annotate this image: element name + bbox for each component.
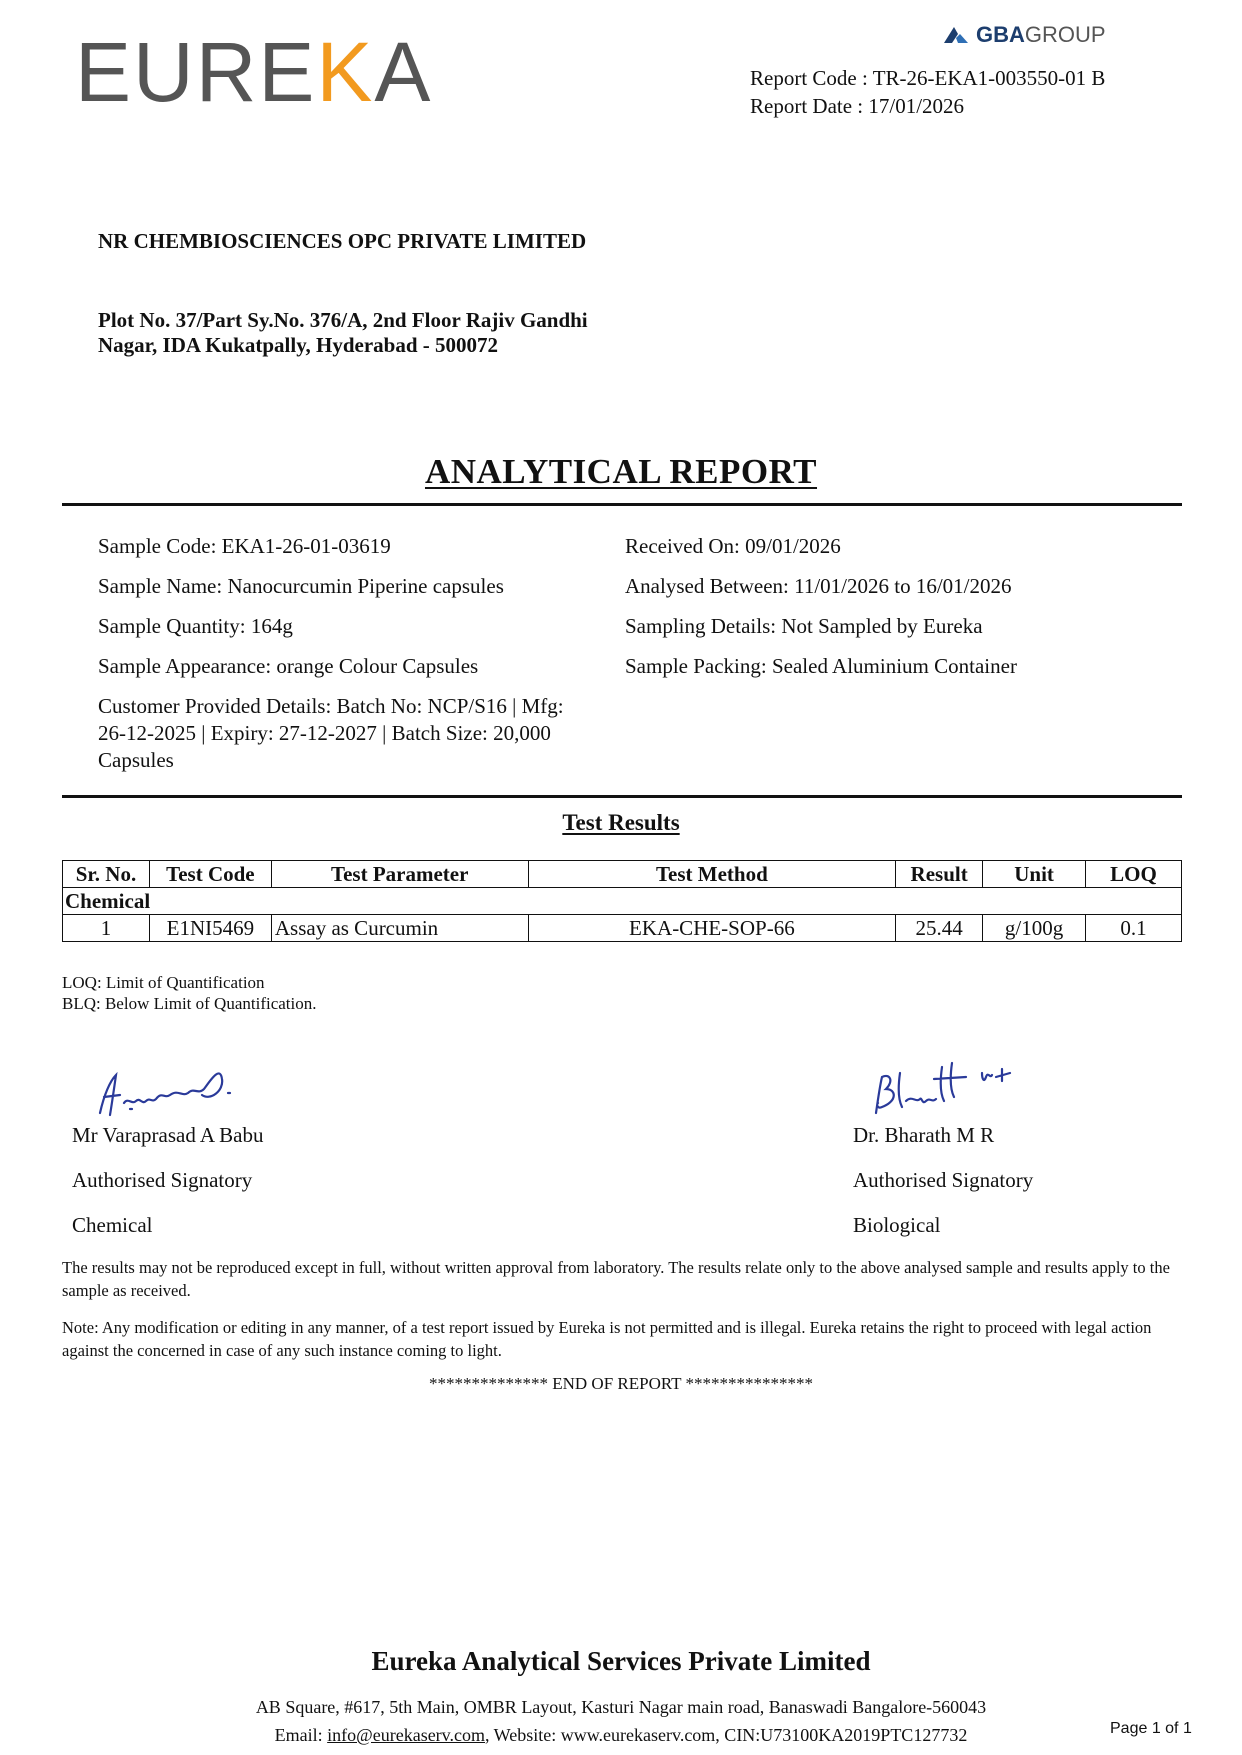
footer-address: AB Square, #617, 5th Main, OMBR Layout, Kasturi Nagar main road, Banaswadi Bangalore-560043 (255, 1697, 987, 1717)
footer-contact: Email: info@eurekaserv.com, Website: www.eurekaserv.com, CIN:U73100KA2019PTC127732 (274, 1725, 968, 1745)
cell-sr-no: 1 (63, 915, 150, 942)
signatory-right-role: Authorised Signatory (853, 1168, 1034, 1192)
header-result: Result (896, 861, 983, 888)
category-label: Chemical (63, 888, 1182, 915)
sample-packing: Sample Packing: Sealed Aluminium Container (625, 654, 1017, 678)
signatory-left-role: Authorised Signatory (72, 1168, 253, 1192)
divider (62, 795, 1182, 798)
gba-mark-icon (942, 25, 970, 45)
footer-company: Eureka Analytical Services Private Limited (371, 1646, 871, 1676)
report-meta (750, 64, 1105, 120)
legend-blq: BLQ: Below Limit of Quantification. (62, 994, 317, 1013)
results-table (62, 860, 1182, 942)
report-date: Report Date : 17/01/2026 (750, 94, 965, 118)
divider (62, 503, 1182, 506)
client-address: Plot No. 37/Part Sy.No. 376/A, 2nd Floor Rajiv Gandhi Nagar, IDA Kukatpally, Hyderabad - 500072 (98, 308, 588, 357)
eureka-logo: EUREKA (75, 25, 433, 119)
header-loq: LOQ (1086, 861, 1182, 888)
cell-test-parameter: Assay as Curcumin (271, 915, 528, 942)
report-title: ANALYTICAL REPORT (424, 452, 818, 491)
table-row (63, 915, 1182, 942)
cell-loq: 0.1 (1086, 915, 1182, 942)
header-unit: Unit (983, 861, 1086, 888)
disclaimer-note: Note: Any modification or editing in any manner, of a test report issued by Eureka is not permitted and is illegal. Eureka retains the right to proceed with legal action against the concerned in case of any such instance coming to light. (62, 1318, 1152, 1360)
received-on: Received On: 09/01/2026 (625, 534, 841, 558)
header-test-method: Test Method (528, 861, 896, 888)
footer-address-block (0, 1693, 1242, 1749)
sample-code: Sample Code: EKA1-26-01-03619 (98, 534, 391, 558)
page-number: Page 1 of 1 (1110, 1720, 1192, 1737)
cell-unit: g/100g (983, 915, 1086, 942)
signatory-right (853, 1113, 1033, 1248)
client-name: NR CHEMBIOSCIENCES OPC PRIVATE LIMITED (98, 229, 587, 253)
signatory-left (72, 1113, 264, 1248)
gba-group-logo: GBAGROUP (942, 22, 1106, 48)
signatory-right-dept: Biological (853, 1213, 941, 1237)
cell-result: 25.44 (896, 915, 983, 942)
signatory-left-dept: Chemical (72, 1213, 153, 1237)
footer-email-link[interactable]: info@eurekaserv.com (327, 1725, 485, 1745)
sample-appearance: Sample Appearance: orange Colour Capsules (98, 654, 479, 678)
header-test-parameter: Test Parameter (271, 861, 528, 888)
cell-test-method: EKA-CHE-SOP-66 (528, 915, 896, 942)
signatory-left-name: Mr Varaprasad A Babu (72, 1123, 264, 1147)
sampling-details: Sampling Details: Not Sampled by Eureka (625, 614, 983, 638)
end-of-report: ************** END OF REPORT *************** (428, 1374, 814, 1393)
header-test-code: Test Code (149, 861, 271, 888)
report-code: Report Code : TR-26-EKA1-003550-01 B (750, 66, 1106, 90)
legend-loq: LOQ: Limit of Quantification (62, 973, 265, 992)
disclaimer-reproduction: The results may not be reproduced except in full, without written approval from laboratory. The results relate only to the above analysed sample and results apply to the sample as received. (62, 1258, 1170, 1300)
table-header-row (63, 861, 1182, 888)
category-row (63, 888, 1182, 915)
cell-test-code: E1NI5469 (149, 915, 271, 942)
sample-name: Sample Name: Nanocurcumin Piperine capsules (98, 574, 504, 598)
customer-details: Customer Provided Details: Batch No: NCP/S16 | Mfg: 26-12-2025 | Expiry: 27-12-2027 | Batch Size: 20,000 Capsules (98, 694, 564, 772)
sample-quantity: Sample Quantity: 164g (98, 614, 293, 638)
analysed-between: Analysed Between: 11/01/2026 to 16/01/2026 (625, 574, 1012, 598)
signatory-right-name: Dr. Bharath M R (853, 1123, 995, 1147)
test-results-title: Test Results (562, 810, 680, 835)
header-sr-no: Sr. No. (63, 861, 150, 888)
legend (62, 972, 317, 1014)
